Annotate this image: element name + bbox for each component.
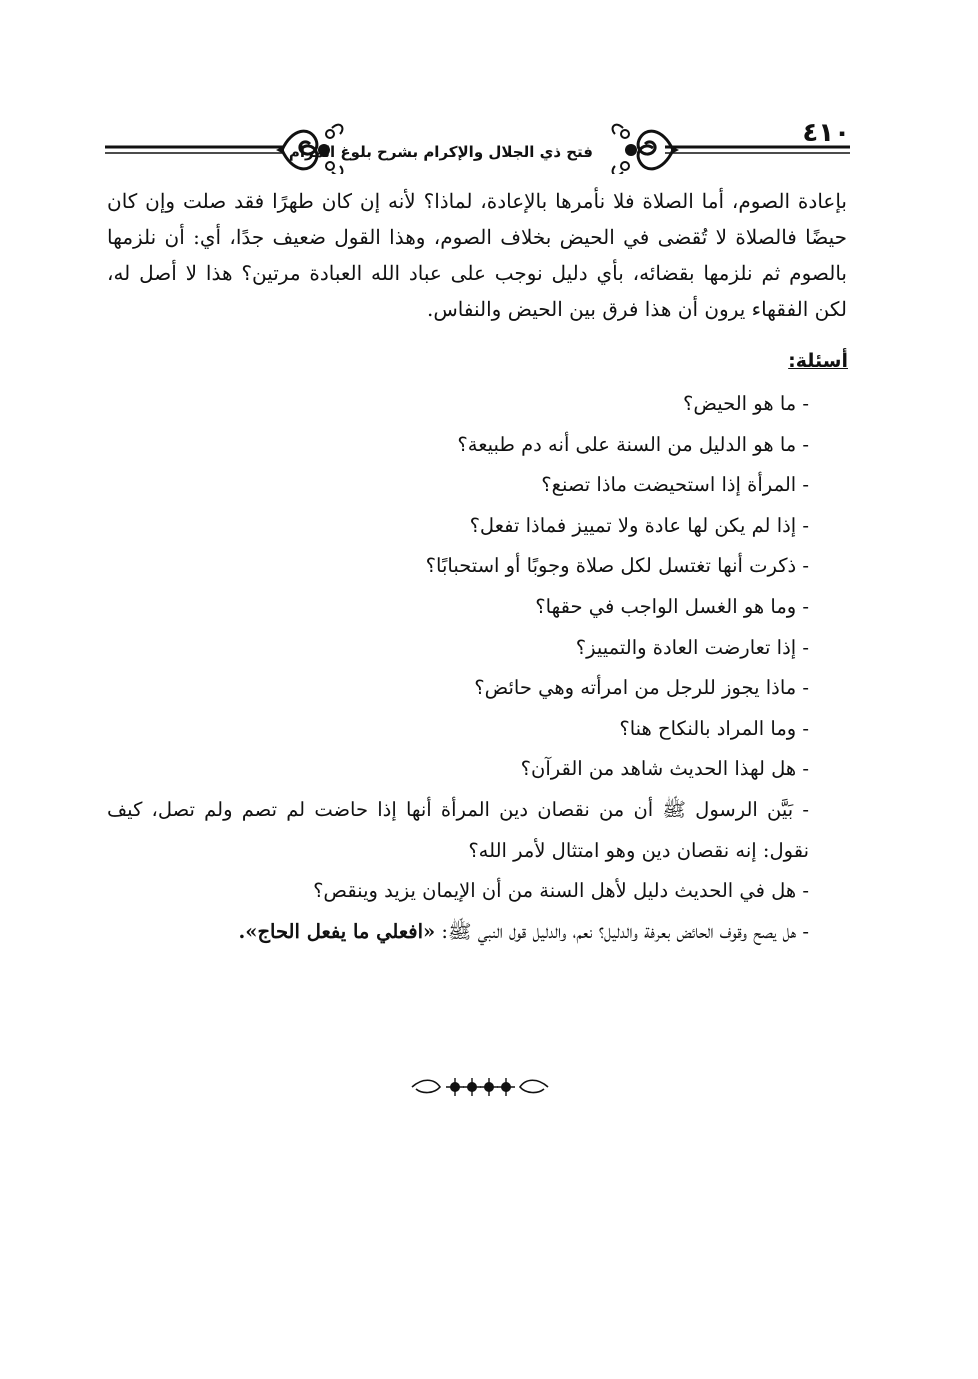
question-item: - إذا تعارضت العادة والتمييز؟	[575, 635, 809, 659]
question-item: - ذكرت أنها تغتسل لكل صلاة وجوبًا أو استحبابًا؟	[425, 554, 809, 578]
question-item: - هل لهذا الحديث شاهد من القرآن؟	[520, 757, 809, 781]
questions-heading: أسئلة:	[788, 350, 848, 372]
body-text	[107, 183, 847, 327]
page-number: ٤١٠	[802, 118, 850, 148]
question-item: - ما هو الدليل من السنة على أنه دم طبيعة؟	[457, 432, 809, 456]
floral-divider-icon	[410, 1076, 550, 1098]
paragraph: بإعادة الصوم، أما الصلاة فلا نأمرها بالإعادة، لماذا؟ لأنه إن كان طهرًا فقد صلت وإن كان حيضًا فالصلاة لا تُقضى في الحيض بخلاف الصوم، وهذا القول ضعيف جدًا، أي: أن نلزمها بالصوم ثم نلزمها بقضائه، بأي دليل نوجب على عباد الله العبادة مرتين؟ هذا لا أصل له، لكن الفقهاء يرون أن هذا فرق بين الحيض والنفاس.	[107, 189, 847, 321]
question-item: - هل في الحديث دليل لأهل السنة من أن الإيمان يزيد وينقص؟	[313, 879, 809, 903]
question-item: - المرأة إذا استحيضت ماذا تصنع؟	[541, 473, 809, 497]
end-ornament	[410, 1076, 550, 1102]
question-item: - وما المراد بالنكاح هنا؟	[619, 716, 809, 740]
questions-list	[107, 384, 847, 952]
running-title: فتح ذي الجلال والإكرام بشرح بلوغ المرام	[288, 143, 593, 161]
question-item: - وما هو الغسل الواجب في حقها؟	[535, 594, 809, 618]
question-item: - بَيَّن الرسول ﷺ أن من نقصان دين المرأة أنها إذا حاضت لم تصم ولم تصل، كيف نقول: إنه نقصان دين وهو امتثال لأمر الله؟	[107, 797, 809, 862]
question-item: - إذا لم يكن لها عادة ولا تمييز فماذا تفعل؟	[469, 513, 809, 537]
question-text: - هل يصح وقوف الحائض بعرفة والدليل؟ نعم، والدليل قول النبي ﷺ:	[435, 919, 809, 943]
header-rules	[105, 110, 850, 174]
question-item: - ما هو الحيض؟	[683, 392, 809, 415]
floral-arabesque-icon-right	[613, 125, 679, 174]
page-header	[105, 110, 850, 174]
question-item: - ماذا يجوز للرجل من امرأته وهي حائض؟	[474, 676, 809, 700]
question-item-last	[107, 912, 847, 953]
hadith-quote: «افعلي ما يفعل الحاج».	[238, 919, 436, 943]
